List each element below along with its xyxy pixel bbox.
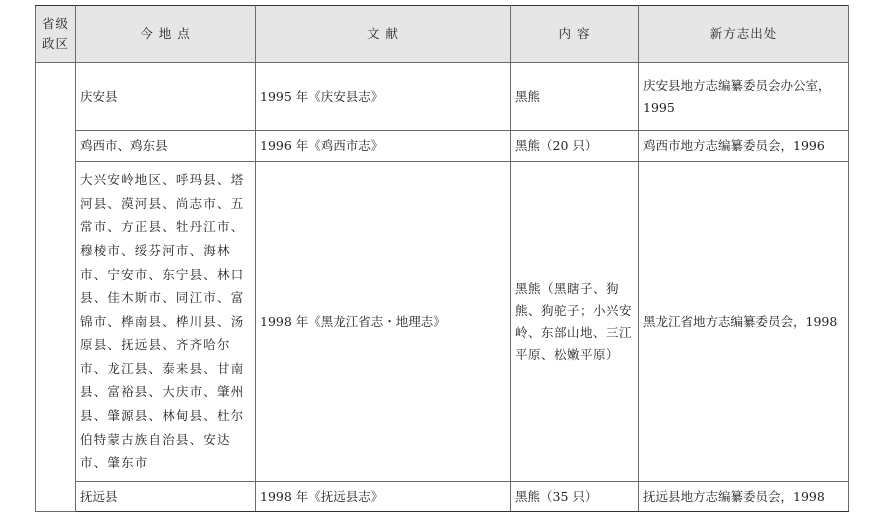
source-cell: 庆安县地方志编纂委员会办公室，1995	[639, 63, 849, 131]
table-row	[36, 131, 849, 162]
table-row	[36, 63, 849, 131]
source-cell: 鸡西市地方志编纂委员会，1996	[639, 131, 849, 162]
header-literature: 文 献	[256, 6, 511, 63]
header-source: 新方志出处	[639, 6, 849, 63]
literature-cell: 1996 年《鸡西市志》	[256, 131, 511, 162]
source-cell: 黑龙江省地方志编纂委员会，1998	[639, 162, 849, 482]
source-cell: 抚远县地方志编纂委员会，1998	[639, 482, 849, 512]
gazetteer-table	[35, 5, 849, 512]
table-row	[36, 162, 849, 482]
header-province: 省级政区	[36, 6, 76, 63]
header-row	[36, 6, 849, 63]
header-place: 今 地 点	[76, 6, 256, 63]
content-cell: 黑熊（20 只）	[511, 131, 639, 162]
place-cell: 大兴安岭地区、呼玛县、塔河县、漠河县、尚志市、五常市、方正县、牡丹江市、穆棱市、绥芬河市、海林市、宁安市、东宁县、林口县、佳木斯市、同江市、富锦市、桦南县、桦川县、汤原县、抚远县、齐齐哈尔市、龙江县、泰来县、甘南县、富裕县、大庆市、肇州县、肇源县、林甸县、杜尔伯特蒙古族自治县、安达市、肇东市	[76, 162, 256, 482]
content-cell: 黑熊	[511, 63, 639, 131]
header-content: 内 容	[511, 6, 639, 63]
place-cell: 抚远县	[76, 482, 256, 512]
place-cell: 庆安县	[76, 63, 256, 131]
literature-cell: 1998 年《抚远县志》	[256, 482, 511, 512]
content-cell: 黑熊（35 只）	[511, 482, 639, 512]
literature-cell: 1995 年《庆安县志》	[256, 63, 511, 131]
province-cell	[36, 63, 76, 512]
table-row	[36, 482, 849, 512]
content-cell: 黑熊（黑瞎子、狗熊、狗驼子；小兴安岭、东部山地、三江平原、松嫩平原）	[511, 162, 639, 482]
literature-cell: 1998 年《黑龙江省志・地理志》	[256, 162, 511, 482]
place-cell: 鸡西市、鸡东县	[76, 131, 256, 162]
